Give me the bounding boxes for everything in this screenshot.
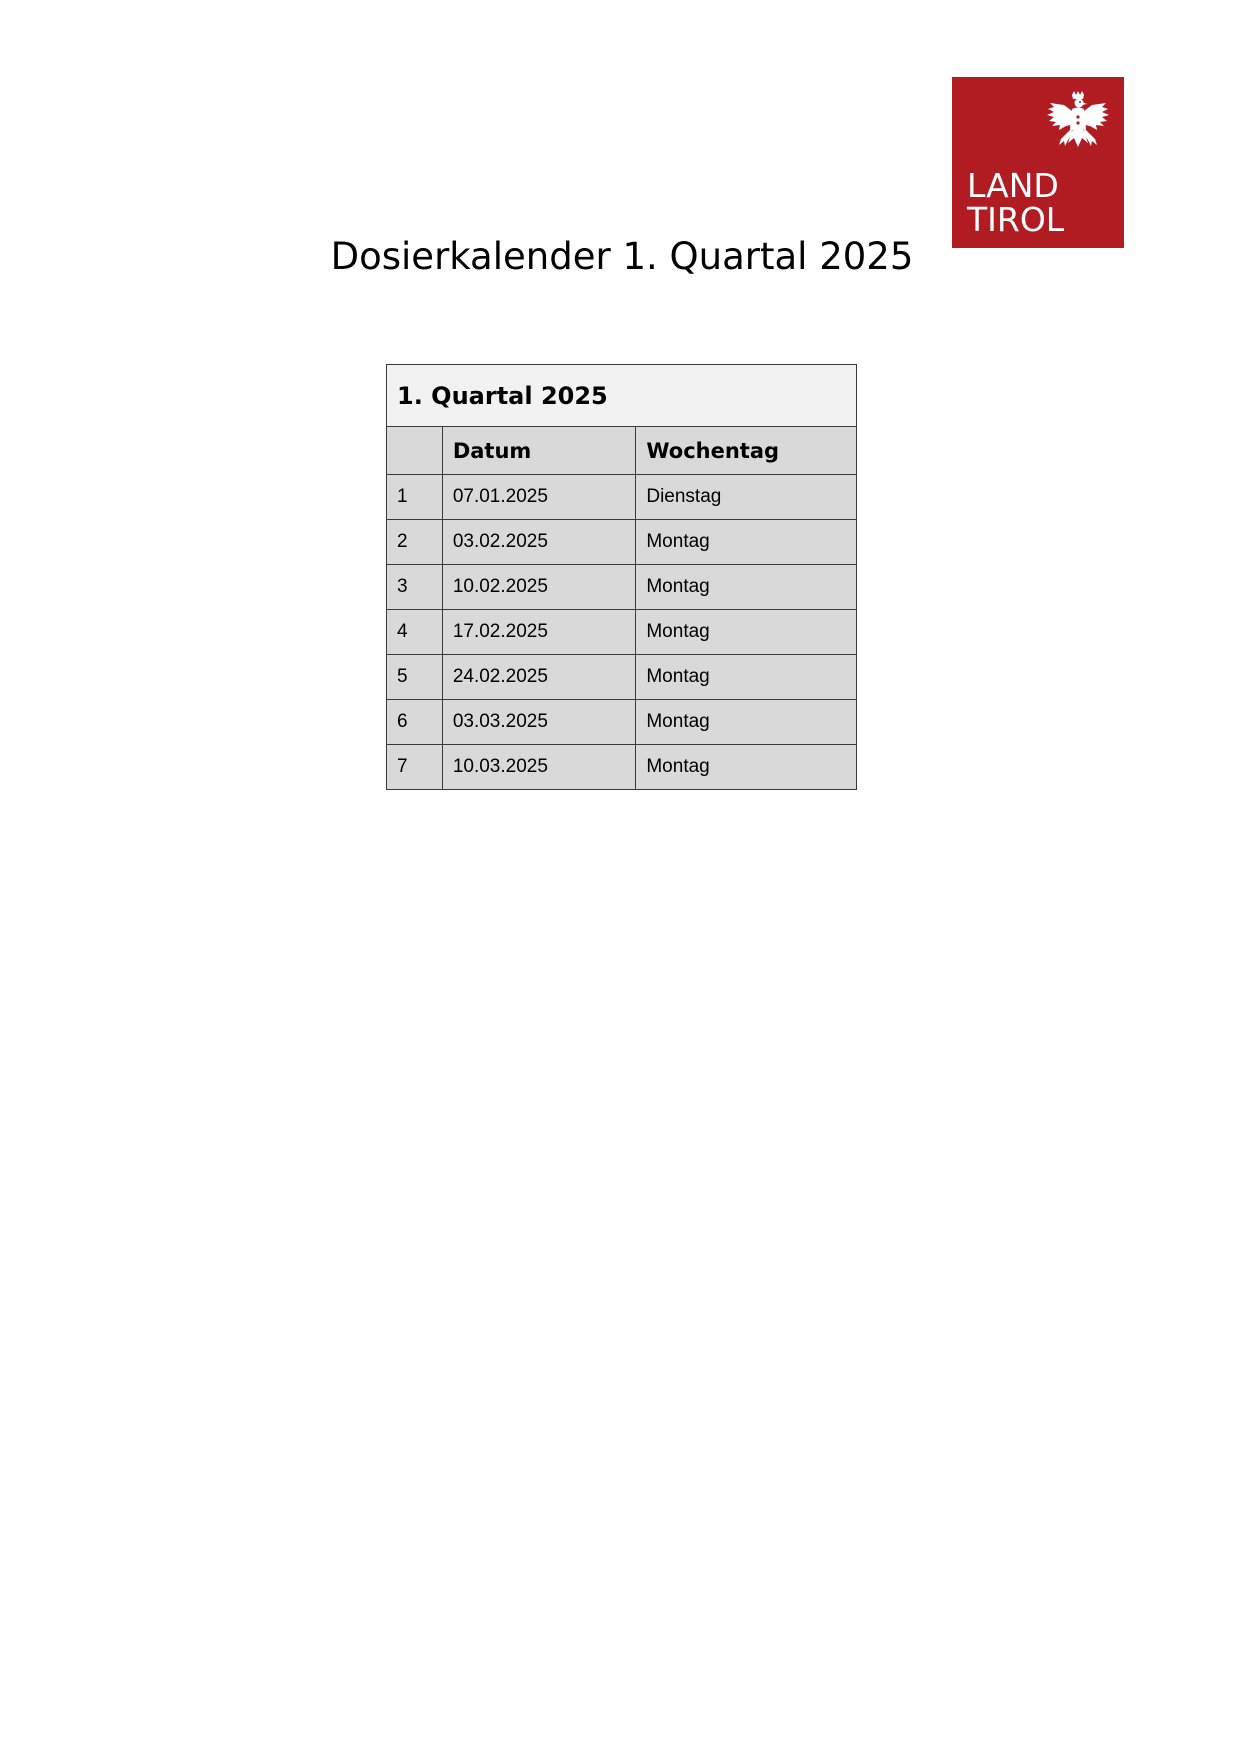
row-number: 6 bbox=[387, 700, 443, 745]
dosing-calendar-table bbox=[386, 364, 857, 790]
land-tirol-logo bbox=[952, 77, 1124, 248]
row-date: 10.03.2025 bbox=[442, 745, 636, 790]
row-number: 3 bbox=[387, 565, 443, 610]
row-date: 03.03.2025 bbox=[442, 700, 636, 745]
table-row bbox=[387, 700, 857, 745]
table-caption-row bbox=[387, 365, 857, 427]
row-weekday: Montag bbox=[636, 655, 857, 700]
column-header-number bbox=[387, 427, 443, 475]
row-weekday: Montag bbox=[636, 610, 857, 655]
column-header-weekday: Wochentag bbox=[636, 427, 857, 475]
table-row bbox=[387, 610, 857, 655]
table-row bbox=[387, 565, 857, 610]
row-weekday: Montag bbox=[636, 565, 857, 610]
logo-wordmark bbox=[967, 166, 1065, 239]
row-number: 5 bbox=[387, 655, 443, 700]
row-number: 4 bbox=[387, 610, 443, 655]
table-header-row bbox=[387, 427, 857, 475]
row-weekday: Montag bbox=[636, 520, 857, 565]
logo-line-land: LAND bbox=[967, 166, 1059, 205]
row-number: 1 bbox=[387, 475, 443, 520]
row-date: 24.02.2025 bbox=[442, 655, 636, 700]
table-caption: 1. Quartal 2025 bbox=[387, 365, 857, 427]
row-number: 2 bbox=[387, 520, 443, 565]
row-date: 07.01.2025 bbox=[442, 475, 636, 520]
page-title: Dosierkalender 1. Quartal 2025 bbox=[330, 235, 914, 278]
table-row bbox=[387, 520, 857, 565]
table-row bbox=[387, 655, 857, 700]
logo-line-tirol: TIROL bbox=[967, 200, 1065, 239]
table-row bbox=[387, 745, 857, 790]
row-date: 10.02.2025 bbox=[442, 565, 636, 610]
row-date: 03.02.2025 bbox=[442, 520, 636, 565]
row-weekday: Dienstag bbox=[636, 475, 857, 520]
tyrolean-eagle-icon bbox=[1046, 91, 1110, 157]
table-row bbox=[387, 475, 857, 520]
column-header-date: Datum bbox=[442, 427, 636, 475]
row-weekday: Montag bbox=[636, 745, 857, 790]
row-weekday: Montag bbox=[636, 700, 857, 745]
row-number: 7 bbox=[387, 745, 443, 790]
row-date: 17.02.2025 bbox=[442, 610, 636, 655]
